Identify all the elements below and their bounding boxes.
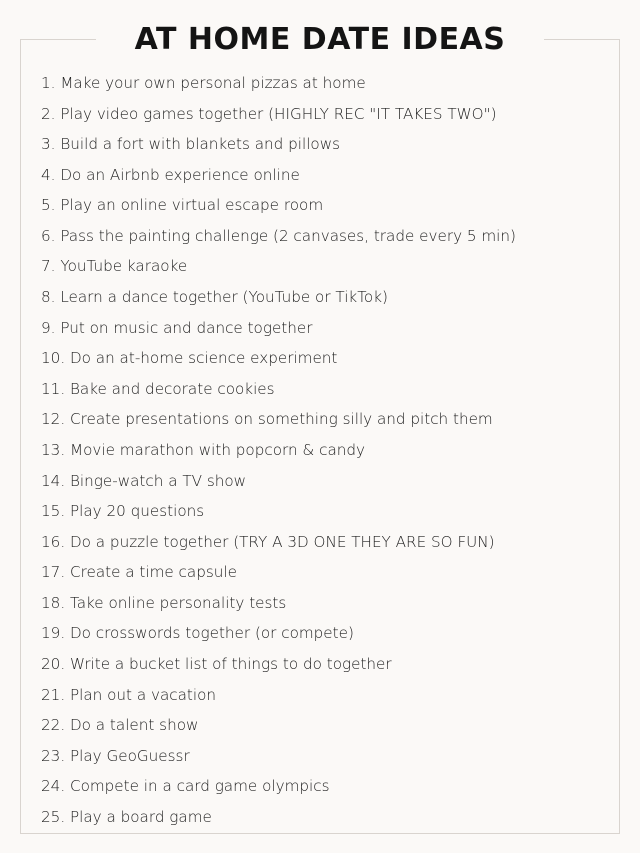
list-item: 13. Movie marathon with popcorn & candy — [41, 440, 366, 459]
list-item: 21. Plan out a vacation — [41, 685, 216, 704]
date-ideas-list — [41, 68, 516, 832]
list-item: 17. Create a time capsule — [41, 563, 237, 582]
list-item: 20. Write a bucket list of things to do together — [41, 654, 392, 673]
list-item: 1. Make your own personal pizzas at home — [41, 74, 366, 92]
list-item: 11. Bake and decorate cookies — [41, 379, 275, 398]
page-title: AT HOME DATE IDEAS — [134, 22, 506, 57]
list-item: 15. Play 20 questions — [41, 502, 205, 521]
list-item: 8. Learn a dance together (YouTube or TikTok) — [41, 288, 388, 307]
list-item: 16. Do a puzzle together (TRY A 3D ONE THEY ARE SO FUN) — [41, 532, 495, 551]
list-item: 2. Play video games together (HIGHLY REC "IT TAKES TWO") — [41, 104, 497, 123]
list-item: 5. Play an online virtual escape room — [41, 196, 324, 215]
list-item: 14. Binge-watch a TV show — [41, 471, 247, 490]
list-item: 19. Do crosswords together (or compete) — [41, 624, 354, 643]
list-item: 25. Play a board game — [41, 807, 212, 826]
list-item: 10. Do an at-home science experiment — [41, 349, 338, 368]
list-item: 22. Do a talent show — [41, 716, 199, 735]
list-item: 18. Take online personality tests — [41, 593, 287, 612]
list-item: 24. Compete in a card game olympics — [41, 777, 330, 796]
list-item: 6. Pass the painting challenge (2 canvases, trade every 5 min) — [41, 226, 516, 245]
list-item: 3. Build a fort with blankets and pillows — [41, 135, 341, 154]
list-item: 12. Create presentations on something silly and pitch them — [41, 410, 493, 429]
list-item: 23. Play GeoGuessr — [41, 746, 190, 765]
list-item: 4. Do an Airbnb experience online — [41, 165, 300, 184]
list-item: 7. YouTube karaoke — [41, 257, 188, 276]
list-item: 9. Put on music and dance together — [41, 318, 313, 337]
